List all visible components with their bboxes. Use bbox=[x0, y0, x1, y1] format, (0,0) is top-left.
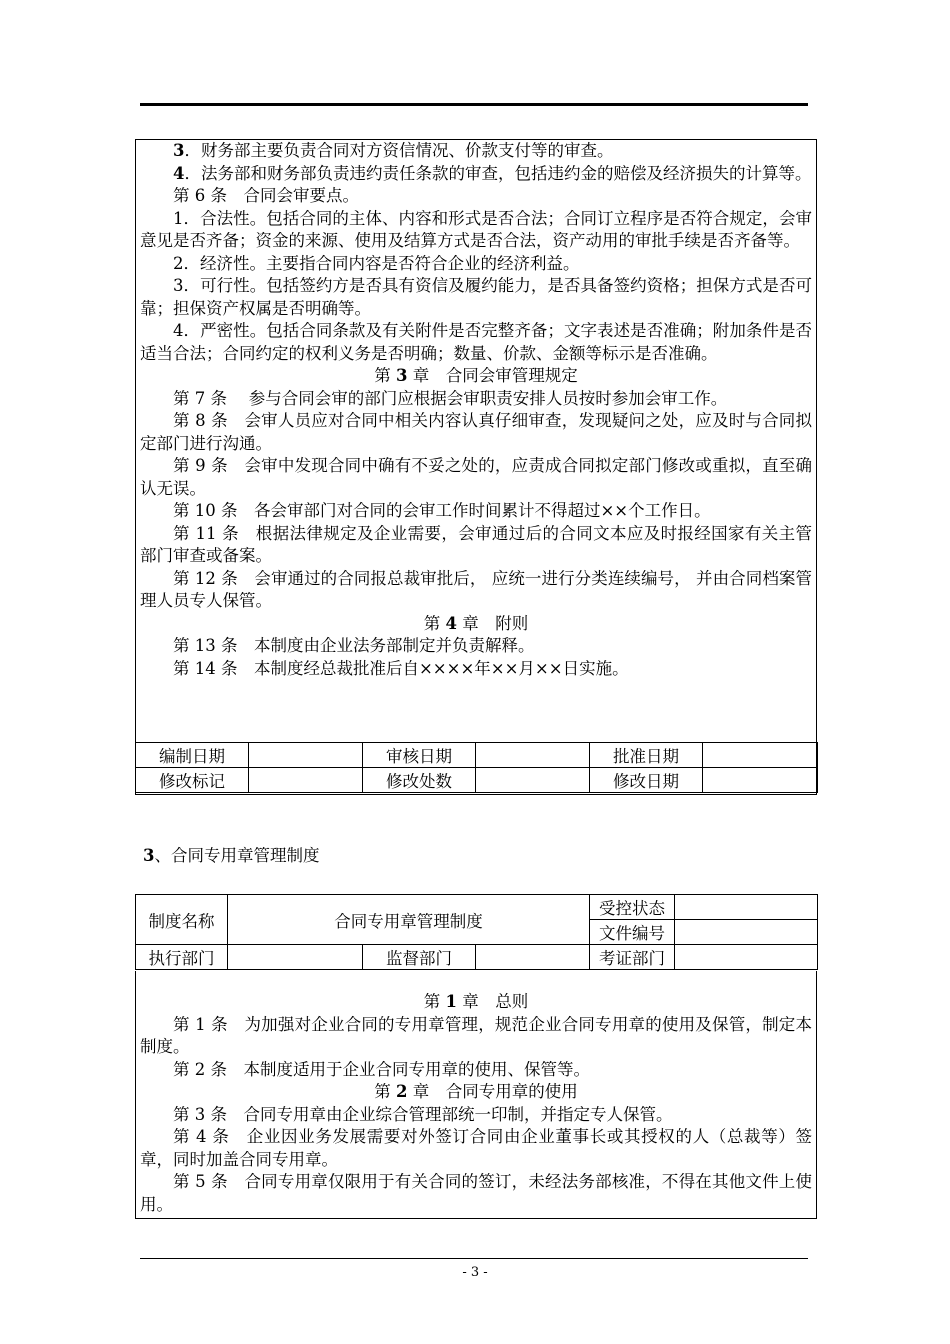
section-heading: 3、合同专用章管理制度 bbox=[143, 846, 320, 865]
supervising-dept-label: 监督部门 bbox=[363, 945, 476, 970]
supervising-dept-value bbox=[476, 945, 590, 970]
article-paragraph: 第 3 条 合同专用章由企业综合管理部统一印制，并指定专人保管。 bbox=[173, 1104, 673, 1124]
revision-date-value bbox=[703, 768, 818, 793]
chapter-heading: 第 2 章 合同专用章的使用 bbox=[374, 1082, 578, 1101]
control-status-value bbox=[675, 895, 818, 920]
article-paragraph: 第 9 条 会审中发现合同中确有不妥之处的，应责成合同拟定部门修改或重拟，直至确认无误。 bbox=[140, 456, 812, 498]
verifying-dept-value bbox=[675, 945, 818, 970]
seal-regulation-text bbox=[136, 971, 816, 1216]
article-paragraph: 第 5 条 合同专用章仅限用于有关合同的签订，未经法务部核准，不得在其他文件上使用。 bbox=[140, 1172, 812, 1214]
article-paragraph: 第 4 条 企业因业务发展需要对外签订合同由企业董事长或其授权的人（总裁等）签章，同时加盖合同专用章。 bbox=[140, 1127, 812, 1169]
revision-mark-label: 修改标记 bbox=[136, 768, 249, 793]
signoff-table bbox=[135, 742, 818, 793]
signoff-row-dates bbox=[136, 743, 818, 768]
regulation-header-table bbox=[135, 894, 818, 970]
review-date-label: 审核日期 bbox=[363, 743, 476, 768]
article-paragraph: 1．合法性。包括合同的主体、内容和形式是否合法；合同订立程序是否符合规定，会审意见是否齐备；资金的来源、使用及结算方式是否合法，资产动用的审批手续是否齐备等。 bbox=[140, 208, 812, 250]
regulation-text bbox=[136, 140, 816, 680]
article-paragraph: 3．可行性。包括签约方是否具有资信及履约能力，是否具备签约资格；担保方式是否可靠；担保资产权属是否明确等。 bbox=[140, 276, 812, 318]
regulation-name-value: 合同专用章管理制度 bbox=[228, 895, 590, 945]
chapter-heading: 第 4 章 附则 bbox=[423, 613, 529, 633]
article-paragraph: 第 1 条 为加强对企业合同的专用章管理，规范企业合同专用章的使用及保管，制定本制度。 bbox=[140, 1014, 812, 1056]
revision-date-label: 修改日期 bbox=[590, 768, 703, 793]
approve-date-label: 批准日期 bbox=[590, 743, 703, 768]
article-paragraph: 第 10 条 各会审部门对合同的会审工作时间累计不得超过××个工作日。 bbox=[173, 501, 711, 520]
article-paragraph: 3．财务部主要负责合同对方资信情况、价款支付等的审查。 bbox=[173, 141, 614, 160]
approve-date-value bbox=[703, 743, 818, 768]
executing-dept-value bbox=[228, 945, 363, 970]
review-date-value bbox=[476, 743, 590, 768]
signoff-row-revisions bbox=[136, 768, 818, 793]
document-number-label: 文件编号 bbox=[590, 920, 675, 945]
revision-count-label: 修改处数 bbox=[363, 768, 476, 793]
article-paragraph: 第 8 条 会审人员应对合同中相关内容认真仔细审查，发现疑问之处，应及时与合同拟定部门进行沟通。 bbox=[140, 411, 812, 453]
control-status-label: 受控状态 bbox=[590, 895, 675, 920]
header-rule bbox=[140, 103, 808, 106]
article-paragraph: 第 11 条 根据法律规定及企业需要，会审通过后的合同文本应及时报经国家有关主管部门审查或备案。 bbox=[140, 523, 812, 565]
regulation-continuation-box bbox=[135, 139, 817, 795]
revision-mark-value bbox=[249, 768, 363, 793]
article-paragraph: 4．严密性。包括合同条款及有关附件是否完整齐备；文字表述是否准确；附加条件是否适当合法；合同约定的权利义务是否明确；数量、价款、金额等标示是否准确。 bbox=[140, 321, 812, 363]
article-paragraph: 4．法务部和财务部负责违约责任条款的审查，包括违约金的赔偿及经济损失的计算等。 bbox=[173, 163, 812, 183]
revision-count-value bbox=[476, 768, 590, 793]
article-paragraph: 第 7 条 参与合同会审的部门应根据会审职责安排人员按时参加会审工作。 bbox=[173, 388, 728, 408]
article-paragraph: 第 6 条 合同会审要点。 bbox=[173, 186, 359, 205]
compile-date-label: 编制日期 bbox=[136, 743, 249, 768]
verifying-dept-label: 考证部门 bbox=[590, 945, 675, 970]
chapter-heading: 第 3 章 合同会审管理规定 bbox=[374, 366, 578, 385]
chapter-heading: 第 1 章 总则 bbox=[423, 992, 529, 1011]
seal-regulation-box bbox=[135, 971, 817, 1219]
article-paragraph: 第 13 条 本制度由企业法务部制定并负责解释。 bbox=[173, 636, 535, 655]
article-paragraph: 第 2 条 本制度适用于企业合同专用章的使用、保管等。 bbox=[173, 1059, 590, 1079]
article-paragraph: 2．经济性。主要指合同内容是否符合企业的经济利益。 bbox=[173, 253, 580, 273]
article-paragraph: 第 14 条 本制度经总裁批准后自××××年××月××日实施。 bbox=[173, 658, 629, 678]
page-number: - 3 - bbox=[462, 1265, 488, 1280]
footer-rule bbox=[140, 1258, 808, 1259]
article-paragraph: 第 12 条 会审通过的合同报总裁审批后， 应统一进行分类连续编号， 并由合同档案管理人员专人保管。 bbox=[140, 568, 812, 610]
compile-date-value bbox=[249, 743, 363, 768]
document-number-value bbox=[675, 920, 818, 945]
regulation-name-label: 制度名称 bbox=[136, 895, 228, 945]
executing-dept-label: 执行部门 bbox=[136, 945, 228, 970]
